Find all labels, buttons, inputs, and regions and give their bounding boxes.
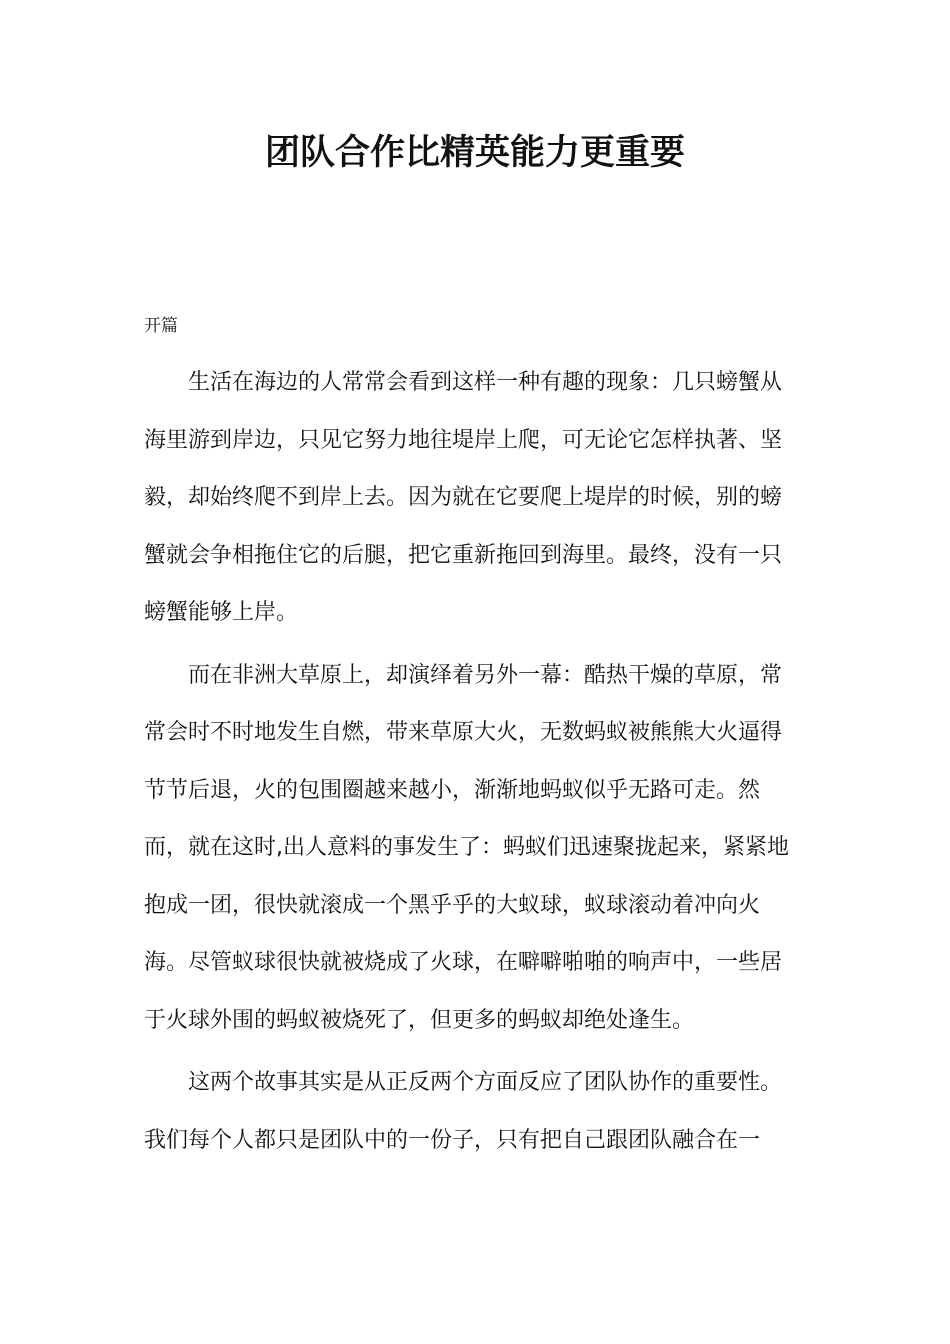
- paragraph-line: 于火球外围的蚂蚁被烧死了，但更多的蚂蚁却绝处逢生。: [144, 1007, 695, 1033]
- paragraph-line: 而在非洲大草原上，却演绎着另外一幕：酷热干燥的草原，常: [188, 662, 783, 688]
- paragraph: [144, 647, 804, 1050]
- paragraph-line: 而，就在这时,出人意料的事发生了：蚂蚁们迅速聚拢起来，紧紧地: [144, 835, 789, 860]
- document-title: 团队合作比精英能力更重要: [264, 133, 685, 173]
- paragraph-line: 我们每个人都只是团队中的一份子，只有把自己跟团队融合在一: [144, 1127, 761, 1153]
- paragraph-line: 毅，却始终爬不到岸上去。因为就在它要爬上堤岸的时候，别的螃: [144, 485, 783, 510]
- paragraph: [144, 1054, 804, 1169]
- paragraph-line: 抱成一团，很快就滚成一个黑乎乎的大蚁球，蚁球滚动着冲向火: [144, 892, 761, 918]
- paragraph-line: 生活在海边的人常常会看到这样一种有趣的现象：几只螃蟹从: [188, 370, 783, 395]
- paragraph-line: 节节后退，火的包围圈越来越小，渐渐地蚂蚁似乎无路可走。然: [144, 777, 761, 803]
- paragraph-line: 这两个故事其实是从正反两个方面反应了团队协作的重要性。: [188, 1070, 783, 1095]
- section-label: 开篇: [144, 316, 178, 336]
- paragraph-line: 海里游到岸边，只见它努力地往堤岸上爬，可无论它怎样执著、坚: [144, 427, 783, 453]
- paragraph: [144, 354, 804, 642]
- paragraph-line: 海。尽管蚁球很快就被烧成了火球，在噼噼啪啪的响声中，一些居: [144, 950, 783, 975]
- document-body: [144, 354, 804, 1169]
- paragraph-line: 蟹就会争相拖住它的后腿，把它重新拖回到海里。最终，没有一只: [144, 542, 783, 568]
- paragraph-line: 螃蟹能够上岸。: [144, 600, 299, 625]
- paragraph-line: 常会时不时地发生自燃，带来草原大火，无数蚂蚁被熊熊大火逼得: [144, 720, 783, 745]
